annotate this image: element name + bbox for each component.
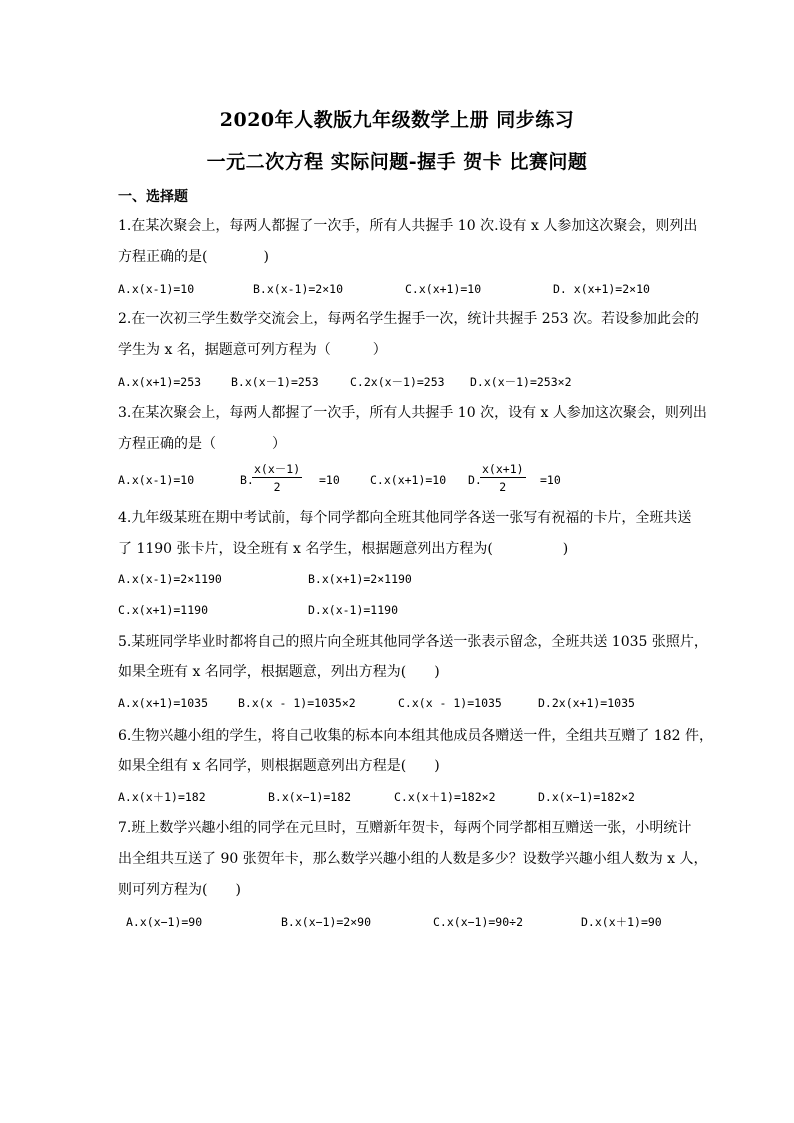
fraction-numerator: x(x－1) (254, 462, 301, 476)
question-3-option-b-fraction (252, 462, 302, 494)
question-5-option-c: C.x(x - 1)=1035 (398, 696, 502, 710)
question-3-option-d-label: D. (468, 473, 482, 487)
question-1-option-d: D. x(x+1)=2×10 (553, 282, 650, 296)
question-5-option-d: D.2x(x+1)=1035 (538, 696, 635, 710)
question-7-option-c: C.x(x−1)=90÷2 (433, 915, 524, 929)
question-5-text-line-1: 5.某班同学毕业时都将自己的照片向全班其他同学各送一张表示留念，全班共送 1035 张照片， (118, 634, 708, 650)
question-3-option-d-result: =10 (540, 473, 561, 487)
question-6-option-c: C.x(x＋1)=182×2 (394, 790, 496, 804)
question-4-text-line-1: 4.九年级某班在期中考试前，每个同学都向全班其他同学各送一张写有祝福的卡片，全班共送 (118, 510, 692, 526)
question-6-option-a: A.x(x＋1)=182 (118, 790, 206, 804)
question-3-text-line-2: 方程正确的是（ ） (118, 436, 286, 452)
question-2-text-line-2: 学生为 x 名，据题意可列方程为（ ） (118, 342, 387, 358)
question-1-text-line-1: 1.在某次聚会上，每两人都握了一次手，所有人共握手 10 次.设有 x 人参加这次聚会，则列出 (118, 218, 698, 234)
question-7-option-b: B.x(x−1)=2×90 (281, 915, 372, 929)
question-1-text-line-2: 方程正确的是( ) (118, 249, 269, 265)
question-5-option-b: B.x(x - 1)=1035×2 (238, 696, 356, 710)
question-7-option-d: D.x(x＋1)=90 (581, 915, 662, 929)
question-1-option-b: B.x(x-1)=2×10 (253, 282, 344, 296)
question-3-option-b-result: =10 (319, 473, 340, 487)
question-1-option-c: C.x(x+1)=10 (405, 282, 482, 296)
question-5-option-a: A.x(x+1)=1035 (118, 696, 209, 710)
question-3-text-line-1: 3.在某次聚会上，每两人都握了一次手，所有人共握手 10 次，设有 x 人参加这次聚会，则列出 (118, 405, 707, 421)
question-2-text-line-1: 2.在一次初三学生数学交流会上，每两名学生握手一次，统计共握手 253 次。若设参加此会的 (118, 311, 699, 327)
question-3-option-a: A.x(x-1)=10 (118, 473, 195, 487)
question-4-option-b: B.x(x+1)=2×1190 (308, 572, 412, 586)
question-2-option-c: C.2x(x－1)=253 (350, 375, 445, 389)
question-1-option-a: A.x(x-1)=10 (118, 282, 195, 296)
fraction-numerator: x(x+1) (482, 462, 524, 476)
section-heading: 一、选择题 (118, 189, 188, 205)
question-7-option-a: A.x(x−1)=90 (126, 915, 203, 929)
fraction-denominator: 2 (273, 480, 281, 494)
question-6-text-line-1: 6.生物兴趣小组的学生，将自己收集的标本向本组其他成员各赠送一件，全组共互赠了 182 件， (118, 728, 713, 744)
question-2-option-b: B.x(x－1)=253 (231, 375, 319, 389)
question-3-option-d-fraction (480, 462, 526, 494)
question-2-option-d: D.x(x－1)=253×2 (470, 375, 572, 389)
question-4-option-d: D.x(x-1)=1190 (308, 603, 399, 617)
question-5-text-line-2: 如果全班有 x 名同学，根据题意，列出方程为( ) (118, 664, 440, 680)
question-6-option-d: D.x(x−1)=182×2 (538, 790, 635, 804)
fraction-denominator: 2 (499, 480, 507, 494)
question-7-text-line-1: 7.班上数学兴趣小组的同学在元旦时，互赠新年贺卡，每两个同学都相互赠送一张，小明统计 (118, 820, 692, 836)
document-subtitle: 一元二次方程 实际问题-握手 贺卡 比赛问题 (206, 151, 588, 173)
question-2-option-a: A.x(x+1)=253 (118, 375, 202, 389)
question-3-option-c: C.x(x+1)=10 (370, 473, 447, 487)
question-4-text-line-2: 了 1190 张卡片，设全班有 x 名学生，根据题意列出方程为( ) (118, 541, 569, 557)
question-3-option-b-label: B. (240, 473, 254, 487)
question-7-text-line-3: 则可列方程为( ) (118, 882, 241, 898)
document-title: 2020年人教版九年级数学上册 同步练习 (219, 109, 575, 131)
question-6-text-line-2: 如果全组有 x 名同学，则根据题意列出方程是( ) (118, 758, 440, 774)
question-4-option-c: C.x(x+1)=1190 (118, 603, 209, 617)
question-6-option-b: B.x(x−1)=182 (268, 790, 352, 804)
question-4-option-a: A.x(x-1)=2×1190 (118, 572, 222, 586)
question-7-text-line-2: 出全组共互送了 90 张贺年卡，那么数学兴趣小组的人数是多少？设数学兴趣小组人数为 x 人， (118, 851, 708, 867)
